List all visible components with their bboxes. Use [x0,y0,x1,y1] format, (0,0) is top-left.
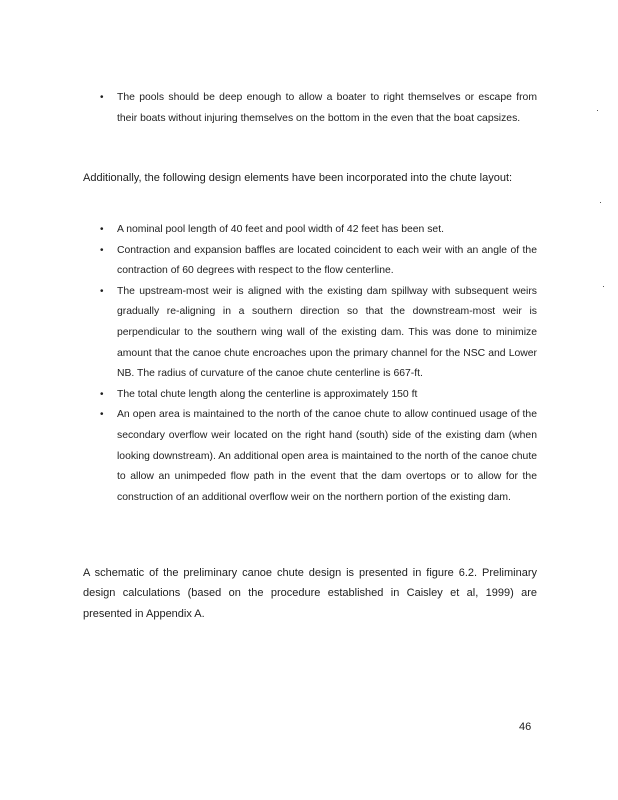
paragraph-additionally: Additionally, the following design elements have been incorporated into the chute layout: [83,172,513,184]
bullet-icon: • [100,224,104,235]
bullet-text: A nominal pool length of 40 feet and pool width of 42 feet has been set. [117,224,444,235]
scan-speck [600,202,601,203]
bullet-item [100,282,537,385]
bullet-icon: • [100,92,104,103]
bullet-text: The pools should be deep enough to allow a boater to right themselves or escape from their boats without injuring themselves on the bottom in the even that the boat capsizes. [117,92,537,124]
page-number: 46 [519,721,532,733]
bullet-list-pools [100,88,537,129]
bullet-text: Contraction and expansion baffles are located coincident to each weir with an angle of the contraction of 60 degrees with respect to the flow centerline. [117,244,537,277]
bullet-item [100,220,537,241]
bullet-item [100,88,537,129]
bullet-text: The total chute length along the centerline is approximately 150 ft [117,388,418,400]
bullet-icon: • [100,285,104,297]
bullet-text: The upstream-most weir is aligned with the existing dam spillway with subsequent weirs gradually re-aligning in a southern direction so that the downstream-most weir is perpendicular to the southern wing wall of the existing dam. This was done to minimize amount that the canoe chute encroaches upon the primary channel for the NSC and Lower NB. The radius of curvature of the canoe chute centerline is 667-ft. [117,285,537,380]
bullet-text: An open area is maintained to the north of the canoe chute to allow continued usage of the secondary overflow weir located on the right hand (south) side of the existing dam (when looking downstream). An additional open area is maintained to the north of the canoe chute to allow an unimpeded flow path in the event that the dam overtops or to allow for the construction of an additional overflow weir on the northern portion of the existing dam. [117,409,537,503]
scan-speck [603,286,604,287]
bullet-item [100,241,537,282]
bullet-icon: • [100,388,104,400]
bullet-icon: • [100,409,104,421]
bullet-list-design-elements [100,220,537,508]
bullet-item [100,405,537,508]
scan-speck [597,110,598,111]
bullet-item [100,385,537,406]
paragraph-schematic: A schematic of the preliminary canoe chute design is presented in figure 6.2. Preliminary design calculations (based on the procedure established in Caisley et al, 1999) are presented in Appendix A. [83,567,537,620]
bullet-icon: • [100,244,104,256]
